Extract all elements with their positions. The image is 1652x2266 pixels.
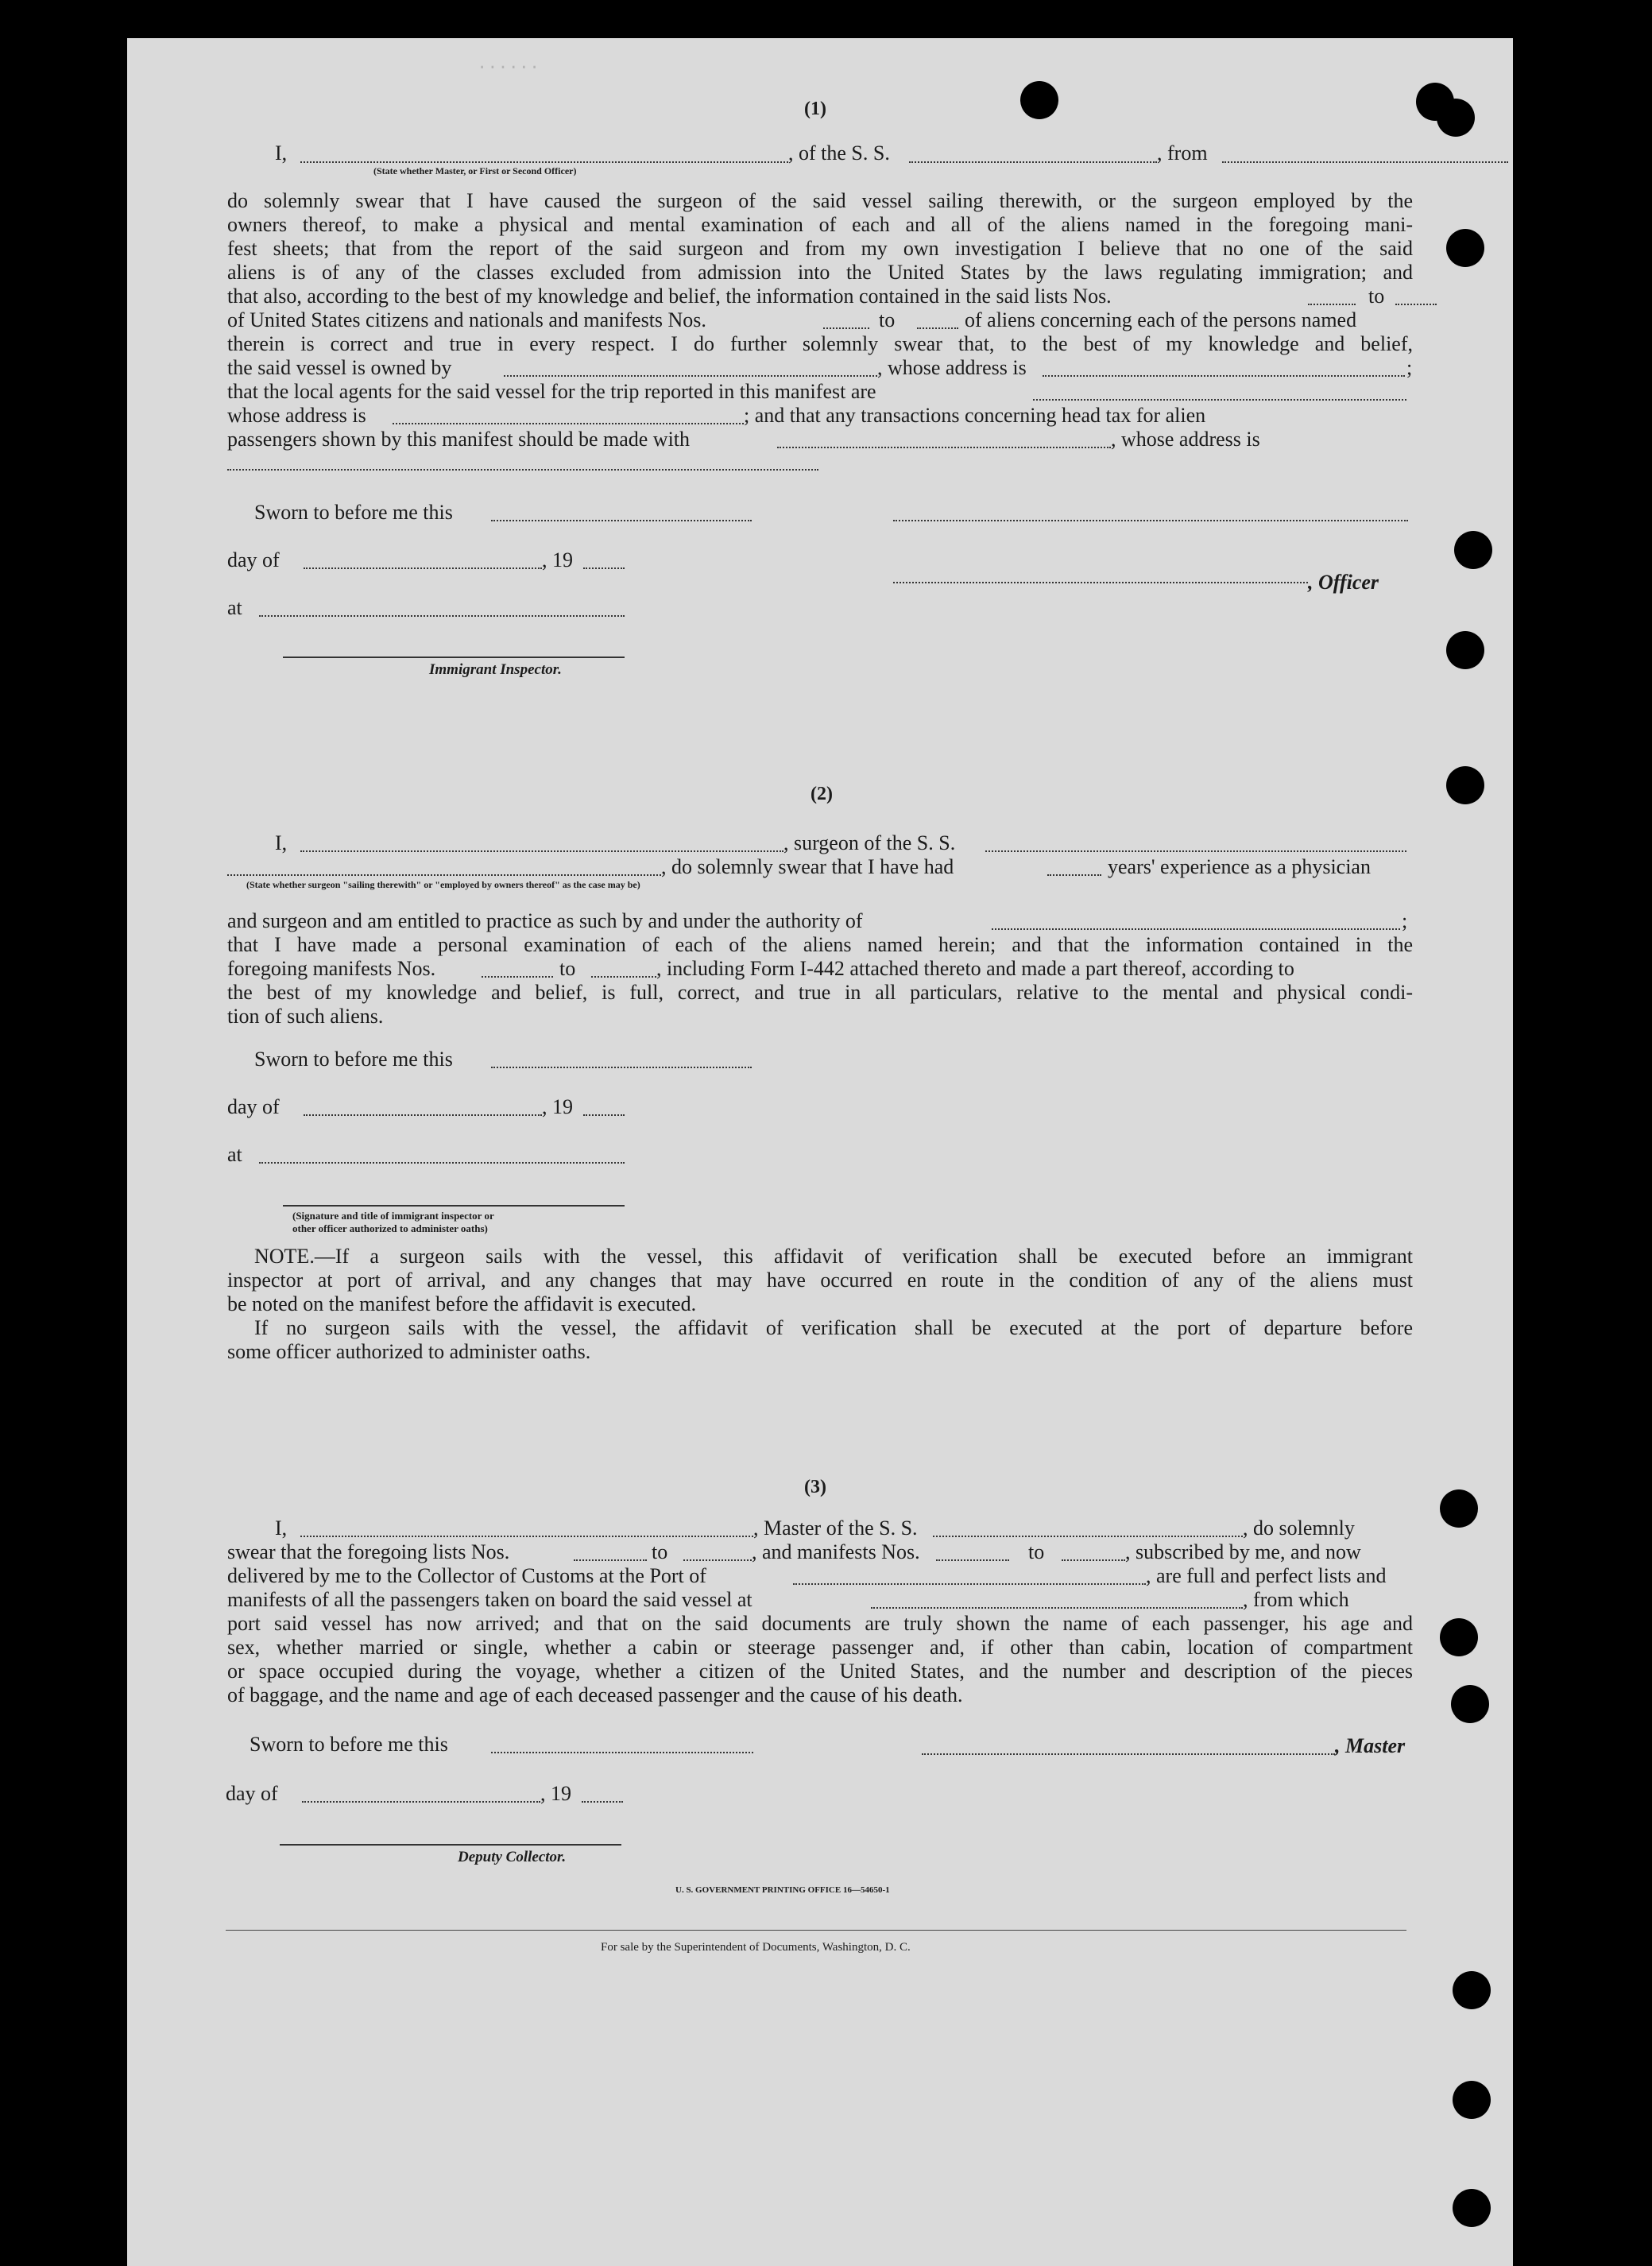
s3-i-label: I, [275,1516,288,1540]
s2-capacity-note: (State whether surgeon "sailing therewith" or "employed by owners thereof" as the case may be) [246,879,640,890]
s2-body-line: tion of such aliens. [227,1005,384,1028]
punch-hole [1437,99,1475,137]
s3-manifests-from-line[interactable] [936,1559,1009,1561]
s1-manifests-from-line[interactable] [823,327,869,329]
document-page [127,38,1513,2266]
s2-manifests-from-line[interactable] [482,976,553,978]
s1-agent-address-line[interactable] [393,423,744,424]
punch-hole [1020,81,1058,119]
s3-master-name-line[interactable] [300,1536,753,1537]
s3-to: to [652,1540,668,1563]
s2-semicolon: ; [1402,909,1408,932]
s3-lists-to-line[interactable] [683,1559,752,1561]
s3-and-manifests: , and manifests Nos. [752,1540,920,1563]
s2-i-label: I, [275,831,288,854]
s2-body-line: and surgeon and am entitled to practice as such by and under the authority of [227,909,863,932]
s1-from-line[interactable] [1222,161,1508,163]
s1-whose-address-end: , whose address is [1111,428,1260,451]
s3-master-label: , Master [1335,1734,1406,1757]
s2-day-of: day of [227,1095,280,1118]
s1-whose-address: , whose address is [877,356,1027,379]
s1-agents-line[interactable] [1033,399,1406,401]
s1-at-line[interactable] [259,615,625,617]
s3-full-lists: , are full and perfect lists and [1146,1564,1387,1587]
s3-sworn: Sworn to before me this [250,1733,448,1756]
s3-collector-line[interactable] [280,1844,621,1846]
punch-hole [1453,1971,1491,2009]
s1-aliens-concerning: of aliens concerning each of the persons named [965,308,1357,331]
s2-to: to [559,957,576,980]
s1-body-line: of United States citizens and nationals and manifests Nos. [227,308,706,331]
s2-at: at [227,1143,242,1166]
s2-capacity-line[interactable] [227,874,661,876]
s1-signature-line[interactable] [893,520,1408,521]
s3-body-line: swear that the foregoing lists Nos. [227,1540,510,1563]
s3-collector-label: Deputy Collector. [458,1849,567,1865]
s2-sig-note-1: (Signature and title of immigrant inspector or [292,1210,494,1222]
s3-body-line: manifests of all the passengers taken on board the said vessel at [227,1588,752,1611]
s1-officer-line[interactable] [893,582,1308,583]
s3-body-line: or space occupied during the voyage, whether a citizen of the United States, and the number and description of the pieces [227,1660,1413,1683]
s3-lists-from-line[interactable] [574,1559,647,1561]
s1-at: at [227,596,242,619]
s1-owner-address-line[interactable] [1043,375,1405,377]
note-line: NOTE.—If a surgeon sails with the vessel, this affidavit of verification shall be executed before an immigrant [254,1245,1413,1268]
footer-rule [226,1930,1406,1931]
s1-officer-label: , Officer [1308,571,1379,594]
s1-day-of: day of [227,548,280,571]
s1-lists-to-line[interactable] [1395,304,1437,305]
s1-year-line[interactable] [583,567,625,569]
s3-body-line: delivered by me to the Collector of Customs at the Port of [227,1564,706,1587]
s2-manifests-to-line[interactable] [591,976,656,978]
s1-body-line: do solemnly swear that I have caused the surgeon of the said vessel sailing therewith, or the surgeon employed by the [227,189,1413,212]
s1-body-line: aliens is of any of the classes excluded from admission into the United States by the laws regulating immigration; and [227,261,1413,284]
s1-agent-address: whose address is [227,404,366,427]
s1-passengers: passengers shown by this manifest should be made with [227,428,691,451]
s1-sworn: Sworn to before me this [254,501,453,524]
s2-at-line[interactable] [259,1162,625,1164]
s3-body-line: of baggage, and the name and age of each deceased passenger and the cause of his death. [227,1683,963,1706]
punch-hole [1446,229,1484,267]
s2-years-line[interactable] [1047,874,1101,876]
s1-owner-line[interactable] [504,375,877,377]
s3-sworn-line[interactable] [491,1752,753,1753]
s3-day-line[interactable] [302,1801,540,1803]
s1-body-line: that also, according to the best of my knowledge and belief, the information contained in the said lists Nos. [227,285,1112,308]
note-line: inspector at port of arrival, and any changes that may have occurred en route in the condition of any of the aliens must [227,1269,1413,1292]
s1-from-label: , from [1157,141,1208,165]
s1-day-line[interactable] [304,567,542,569]
note-line: If no surgeon sails with the vessel, the affidavit of verification shall be executed at the port of departure before [254,1316,1413,1339]
s3-master-sign-line[interactable] [922,1753,1335,1755]
s2-body-line: that I have made a personal examination of each of the aliens named herein; and that the information contained in the [227,933,1413,956]
s2-signature-line[interactable] [283,1205,625,1207]
note-line: be noted on the manifest before the affidavit is executed. [227,1292,697,1315]
sale-notice: For sale by the Superintendent of Documents, Washington, D. C. [601,1941,911,1954]
punch-hole [1451,1685,1489,1723]
printing-office-line: U. S. GOVERNMENT PRINTING OFFICE 16—54650-1 [675,1885,890,1895]
s3-vessel-line[interactable] [933,1536,1243,1537]
section-2-number: (2) [811,784,833,804]
s3-year: , 19 [540,1782,571,1805]
punch-hole [1440,1489,1478,1528]
s3-year-line[interactable] [582,1801,623,1803]
s1-owned-by: the said vessel is owned by [227,356,452,379]
section-3-number: (3) [804,1477,826,1497]
s1-lists-from-line[interactable] [1308,304,1356,305]
s1-i-label: I, [275,141,288,165]
s1-to-label-2: to [879,308,896,331]
s1-manifests-to-line[interactable] [917,327,958,329]
s1-of-ss-label: , of the S. S. [788,141,890,165]
s3-to-2: to [1028,1540,1045,1563]
s1-headtax-party-line[interactable] [777,447,1111,448]
s3-subscribed: , subscribed by me, and now [1125,1540,1361,1563]
s2-sworn-line[interactable] [491,1067,752,1068]
s2-sworn: Sworn to before me this [254,1048,453,1071]
punch-hole [1440,1618,1478,1656]
s3-manifests-to-line[interactable] [1062,1559,1125,1561]
s1-year: , 19 [542,548,573,571]
s2-years: years' experience as a physician [1108,855,1371,878]
s1-officer-name-line[interactable] [300,161,788,163]
s3-from-which: , from which [1243,1588,1349,1611]
s2-day-line[interactable] [304,1114,542,1116]
s1-continuation-line[interactable] [227,469,818,471]
s1-to-label: to [1368,285,1385,308]
s3-body-line: port said vessel has now arrived; and that on the said documents are truly shown the name of each passenger, his age and [227,1612,1413,1635]
s1-local-agents: that the local agents for the said vessel for the trip reported in this manifest are [227,380,876,403]
s2-foregoing: foregoing manifests Nos. [227,957,436,980]
s1-body-line: fest sheets; that from the report of the said surgeon and from my own investigation I believe that no one of the said [227,237,1413,260]
s1-role-note: (State whether Master, or First or Second Officer) [373,165,577,176]
punch-hole [1453,2189,1491,2227]
s3-departure-line[interactable] [871,1607,1243,1609]
s3-day-of: day of [226,1782,278,1805]
punch-hole [1454,531,1492,569]
s1-sworn-line[interactable] [491,520,752,521]
bleed-through-text: ...... [477,54,540,74]
s2-swear: , do solemnly swear that I have had [661,855,954,878]
s2-year: , 19 [542,1095,573,1118]
s1-head-tax: ; and that any transactions concerning head tax for alien [744,404,1206,427]
s2-surgeon-name-line[interactable] [300,850,783,852]
s1-semicolon: ; [1406,356,1413,379]
s1-vessel-line[interactable] [909,161,1157,163]
s3-solemnly: , do solemnly [1243,1516,1355,1540]
s3-port-line[interactable] [793,1583,1146,1585]
s2-authority-line[interactable] [992,928,1400,930]
s1-body-line: owners thereof, to make a physical and mental examination of each and all of the aliens named in the foregoing mani- [227,213,1413,236]
s1-body-line: therein is correct and true in every respect. I do further solemnly swear that, to the best of my knowledge and belief, [227,332,1413,355]
s1-inspector-label: Immigrant Inspector. [429,661,562,678]
s2-including: , including Form I-442 attached thereto and made a part thereof, according to [656,957,1294,980]
punch-hole [1446,766,1484,804]
s3-body-line: sex, whether married or single, whether a cabin or steerage passenger and, if other than cabin, location of compartment [227,1636,1413,1659]
punch-hole [1453,2081,1491,2119]
s2-body-line: the best of my knowledge and belief, is full, correct, and true in all particulars, relative to the mental and physical condi- [227,981,1413,1004]
s2-vessel-line[interactable] [985,850,1406,852]
s2-sig-note-2: other officer authorized to administer oaths) [292,1222,488,1234]
s3-master-of: , Master of the S. S. [753,1516,918,1540]
punch-hole [1446,631,1484,669]
s2-surgeon-of: , surgeon of the S. S. [783,831,956,854]
section-1-number: (1) [804,99,826,119]
s2-year-line[interactable] [583,1114,625,1116]
s1-inspector-line[interactable] [283,657,625,658]
note-line: some officer authorized to administer oaths. [227,1340,591,1363]
